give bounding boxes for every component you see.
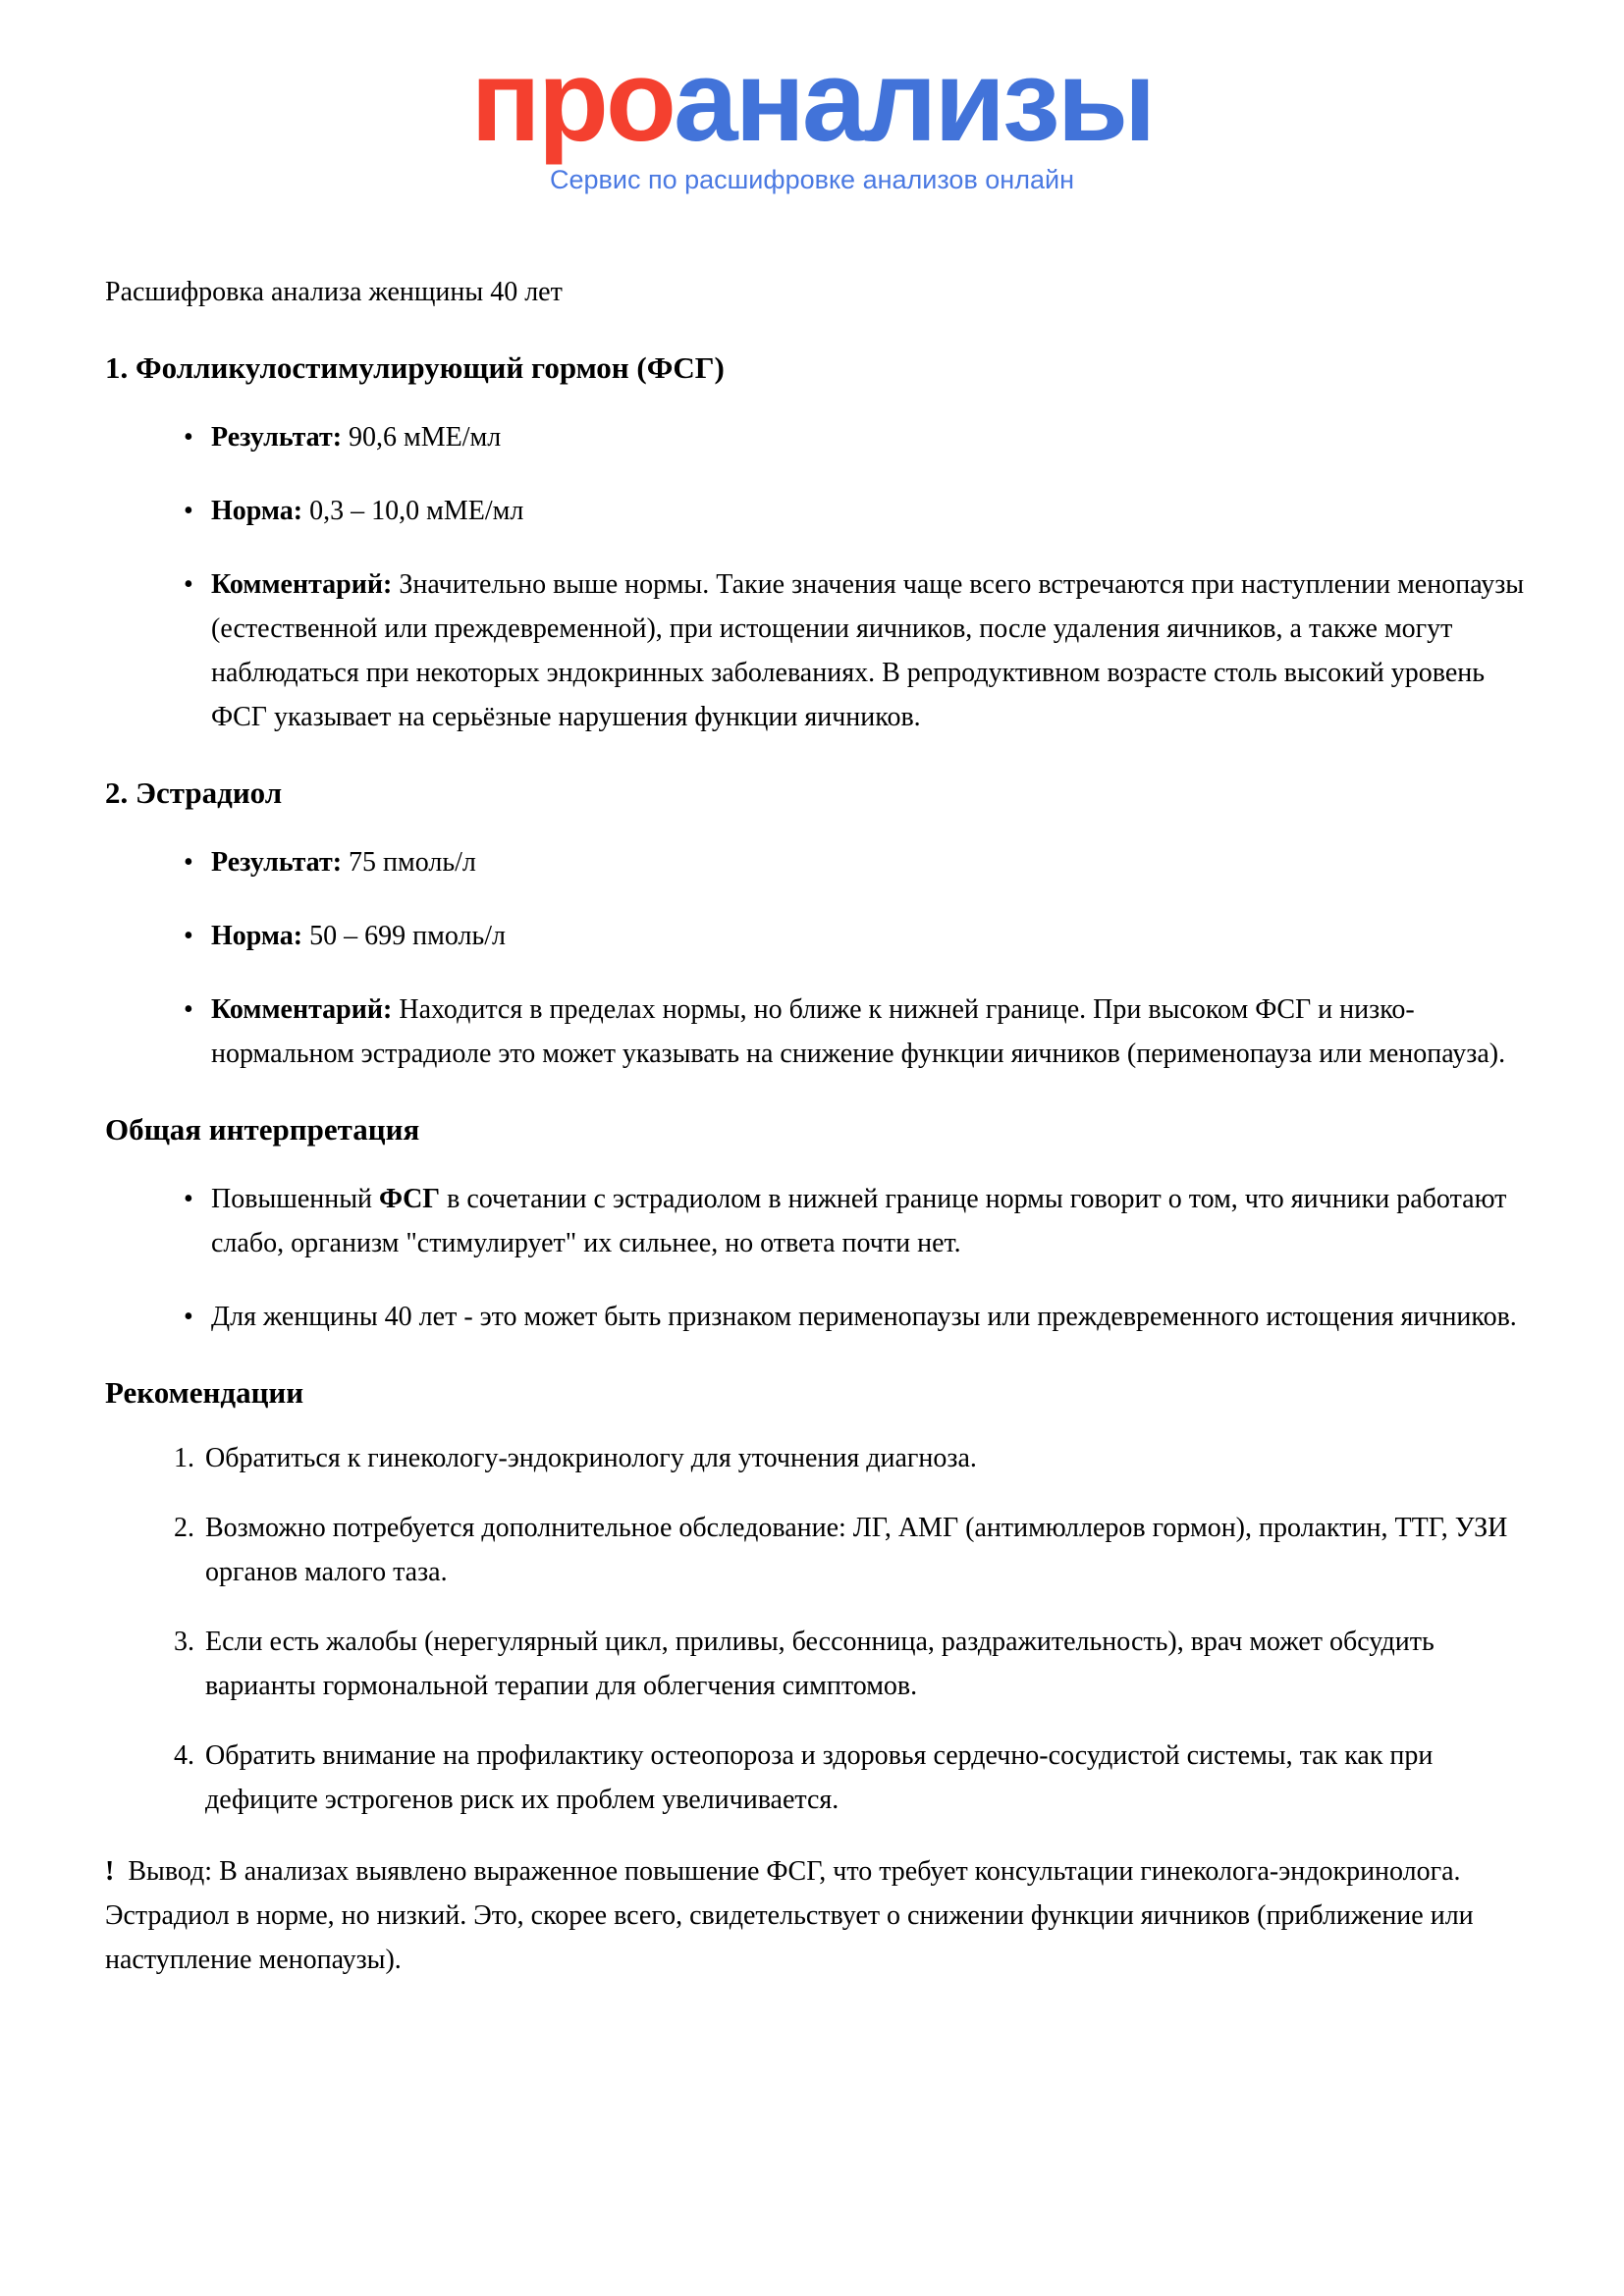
logo-subtitle: Сервис по расшифровке анализов онлайн	[549, 164, 1074, 194]
item-value: Значительно выше нормы. Такие значения чаще всего встречаются при наступлении менопаузы (естественной или преждевременной), при истощении яичников, после удаления яичников, а также могут наблюдаться при некоторых эндокринных заболеваниях. В репродуктивном возрасте столь высокий уровень ФСГ указывает на серьёзные нарушения функции яичников.	[211, 568, 1525, 732]
item-text-post: в сочетании с эстрадиолом в нижней границе нормы говорит о том, что яичники работают слабо, организм "стимулирует" их сильнее, но ответа почти нет.	[211, 1183, 1507, 1258]
item-value: 75 пмоль/л	[342, 846, 476, 878]
estradiol-bullet-list	[105, 840, 1526, 1076]
recommendation-item-1: 1. Обратиться к гинекологу-эндокринологу для уточнения диагноза.	[201, 1436, 1526, 1480]
logo	[0, 36, 1624, 166]
recommendation-item-4: 4. Обратить внимание на профилактику остеопороза и здоровья сердечно-сосудистой системы, так как при дефиците эстрогенов риск их проблем увеличивается.	[201, 1734, 1526, 1822]
list-item-norm	[211, 489, 1526, 533]
recommendations-list	[105, 1436, 1526, 1822]
logo-part-pro: про	[470, 36, 674, 166]
item-label: Комментарий:	[211, 568, 393, 600]
item-label: Результат:	[211, 421, 343, 453]
item-label: Результат:	[211, 846, 343, 878]
item-value: 0,3 – 10,0 мМЕ/мл	[302, 495, 524, 526]
recommendation-item-2: 2. Возможно потребуется дополнительное обследование: ЛГ, АМГ (антимюллеров гормон), пролактин, ТТГ, УЗИ органов малого таза.	[201, 1506, 1526, 1594]
section-heading-fsh: 1. Фолликулостимулирующий гормон (ФСГ)	[105, 349, 725, 385]
item-label: Норма:	[211, 495, 303, 526]
list-item-result	[211, 415, 1526, 459]
item-label: Норма:	[211, 920, 303, 951]
section-heading-recommendations: Рекомендации	[105, 1374, 304, 1410]
section-heading-estradiol: 2. Эстрадиол	[105, 774, 283, 810]
list-item-interpretation-2	[211, 1295, 1526, 1339]
list-item-comment	[211, 988, 1526, 1076]
conclusion-text: Вывод: В анализах выявлено выраженное повышение ФСГ, что требует консультации гинеколога-эндокринолога. Эстрадиол в норме, но низкий. Это, скорее всего, свидетельствует о снижении функции яичников (приближение или наступление менопаузы).	[105, 1855, 1474, 1975]
interpretation-bullet-list	[105, 1177, 1526, 1339]
item-value: 50 – 699 пмоль/л	[302, 920, 506, 951]
logo-part-analizy: анализы	[673, 36, 1154, 166]
list-item-norm	[211, 914, 1526, 958]
conclusion-paragraph	[105, 1849, 1526, 1982]
section-heading-interpretation: Общая интерпретация	[105, 1111, 420, 1147]
list-item-result	[211, 840, 1526, 884]
list-item-interpretation-1	[211, 1177, 1526, 1265]
item-text-pre: Повышенный	[211, 1183, 380, 1214]
recommendation-item-3: 3. Если есть жалобы (нерегулярный цикл, приливы, бессонница, раздражительность), врач может обсудить варианты гормональной терапии для облегчения симптомов.	[201, 1620, 1526, 1708]
document-content	[0, 270, 1624, 1982]
intro-line: Расшифровка анализа женщины 40 лет	[105, 276, 563, 307]
header	[0, 0, 1624, 195]
item-text-bold: ФСГ	[379, 1183, 441, 1214]
item-label: Комментарий:	[211, 993, 393, 1025]
item-value: Находится в пределах нормы, но ближе к нижней границе. При высоком ФСГ и низко-нормальном эстрадиоле это может указывать на снижение функции яичников (перименопауза или менопауза).	[211, 993, 1506, 1069]
item-value: 90,6 мМЕ/мл	[342, 421, 502, 453]
item-text-post: Для женщины 40 лет - это может быть признаком перименопаузы или преждевременного истощения яичников.	[211, 1301, 1517, 1332]
fsh-bullet-list	[105, 415, 1526, 739]
exclamation-mark: !	[105, 1855, 115, 1887]
list-item-comment	[211, 562, 1526, 739]
